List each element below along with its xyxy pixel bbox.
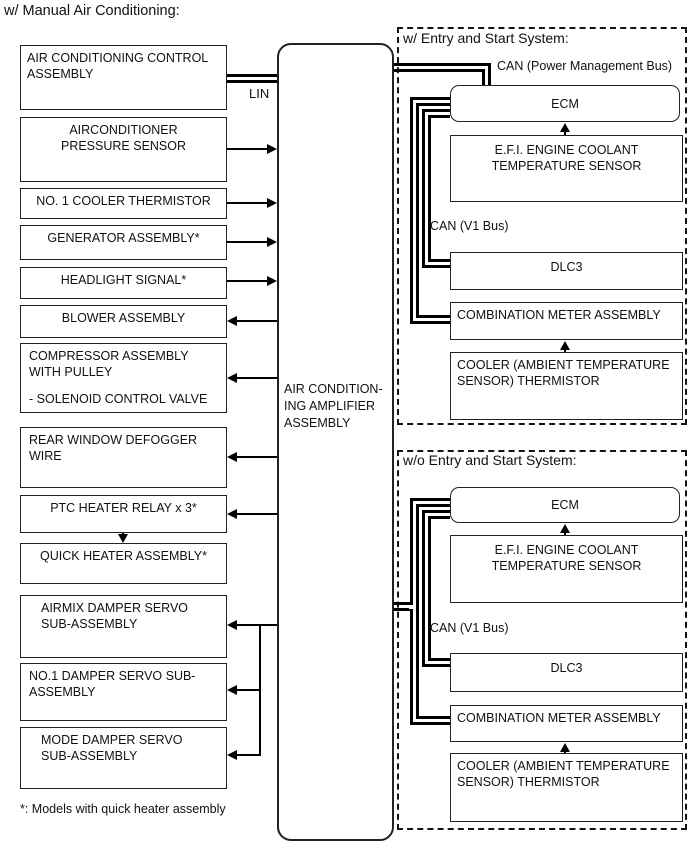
box-rear-window-defogger-wire: REAR WINDOW DEFOGGER WIRE <box>20 427 227 488</box>
arrow-generator-to-amplifier <box>227 237 277 247</box>
arrow-cooler-thermistor-to-amplifier <box>227 198 277 208</box>
arrow-cooler-to-meter-no-entry-stem <box>564 750 566 753</box>
footnote: *: Models with quick heater assembly <box>20 802 226 816</box>
box-ecm-no-entry: ECM <box>450 487 680 523</box>
can-v1-bus-no-entry-inner <box>422 510 450 667</box>
arrow-efi-to-ecm-no-entry-stem <box>564 531 566 535</box>
arrow-efi-to-ecm-entry-stem <box>564 130 566 135</box>
box-ecm-entry: ECM <box>450 85 680 122</box>
bus-junction-patch <box>409 605 414 609</box>
can-power-management-bus <box>393 63 491 85</box>
group-no-entry-label: w/o Entry and Start System: <box>403 452 577 468</box>
arrow-headlight-to-amplifier <box>227 276 277 286</box>
arrow-pressure-sensor-to-amplifier <box>227 144 277 154</box>
box-efi-coolant-sensor-no-entry: E.F.I. ENGINE COOLANT TEMPERATURE SENSOR <box>450 535 683 603</box>
air-conditioning-amplifier-assembly-label: AIR CONDITION- ING AMPLIFIER ASSEMBLY <box>284 382 383 430</box>
lin-bus-label: LIN <box>249 86 270 101</box>
box-dlc3-entry: DLC3 <box>450 252 683 290</box>
box-ptc-heater-relay: PTC HEATER RELAY x 3* <box>20 495 227 533</box>
can-v1-bus-entry-inner <box>422 109 450 268</box>
box-ac-control-assembly: AIR CONDITIONING CONTROL ASSEMBLY <box>20 45 227 110</box>
box-generator-assembly: GENERATOR ASSEMBLY* <box>20 225 227 260</box>
arrow-amplifier-to-compressor <box>227 373 277 383</box>
box-cooler-ambient-thermistor-no-entry: COOLER (AMBIENT TEMPERATURE SENSOR) THERMISTOR <box>450 753 683 822</box>
arrow-amplifier-to-blower <box>227 316 277 326</box>
box-quick-heater-assembly: QUICK HEATER ASSEMBLY* <box>20 543 227 584</box>
arrow-branch-to-no1-servo <box>227 685 260 695</box>
box-airmix-damper-servo: AIRMIX DAMPER SERVO SUB-ASSEMBLY <box>20 595 227 658</box>
box-cooler-ambient-thermistor-entry: COOLER (AMBIENT TEMPERATURE SENSOR) THERMISTOR <box>450 352 683 420</box>
spacer <box>29 380 222 391</box>
box-no1-cooler-thermistor: NO. 1 COOLER THERMISTOR <box>20 188 227 219</box>
box-mode-damper-servo: MODE DAMPER SERVO SUB-ASSEMBLY <box>20 727 227 789</box>
lin-bus <box>227 74 277 83</box>
box-combination-meter-entry: COMBINATION METER ASSEMBLY <box>450 302 683 340</box>
can-v1-bus-label-no-entry: CAN (V1 Bus) <box>430 621 509 635</box>
arrow-amplifier-to-airmix-servo <box>227 620 277 630</box>
box-blower-assembly: BLOWER ASSEMBLY <box>20 305 227 338</box>
arrow-amplifier-to-ptc-relay <box>227 509 277 519</box>
ptc-to-quick-heater-arrowhead <box>118 534 128 543</box>
box-aircon-pressure-sensor: AIRCONDITIONER PRESSURE SENSOR <box>20 117 227 182</box>
box-efi-coolant-sensor-entry: E.F.I. ENGINE COOLANT TEMPERATURE SENSOR <box>450 135 683 202</box>
arrow-amplifier-to-defogger <box>227 452 277 462</box>
box-combination-meter-no-entry: COMBINATION METER ASSEMBLY <box>450 705 683 742</box>
arrow-branch-to-mode-servo <box>227 750 260 760</box>
group-entry-label: w/ Entry and Start System: <box>403 30 569 46</box>
box-headlight-signal: HEADLIGHT SIGNAL* <box>20 267 227 299</box>
box-no1-damper-servo: NO.1 DAMPER SERVO SUB- ASSEMBLY <box>20 663 227 721</box>
can-v1-bus-label-entry: CAN (V1 Bus) <box>430 219 509 233</box>
can-pm-bus-label: CAN (Power Management Bus) <box>497 59 673 73</box>
air-conditioning-amplifier-assembly-box <box>277 43 394 841</box>
diagram-title: w/ Manual Air Conditioning: <box>4 3 180 19</box>
arrow-cooler-to-meter-entry-stem <box>564 348 566 352</box>
box-compressor-assembly: COMPRESSOR ASSEMBLY WITH PULLEY - SOLENOID CONTROL VALVE <box>20 343 227 413</box>
box-dlc3-no-entry: DLC3 <box>450 653 683 692</box>
